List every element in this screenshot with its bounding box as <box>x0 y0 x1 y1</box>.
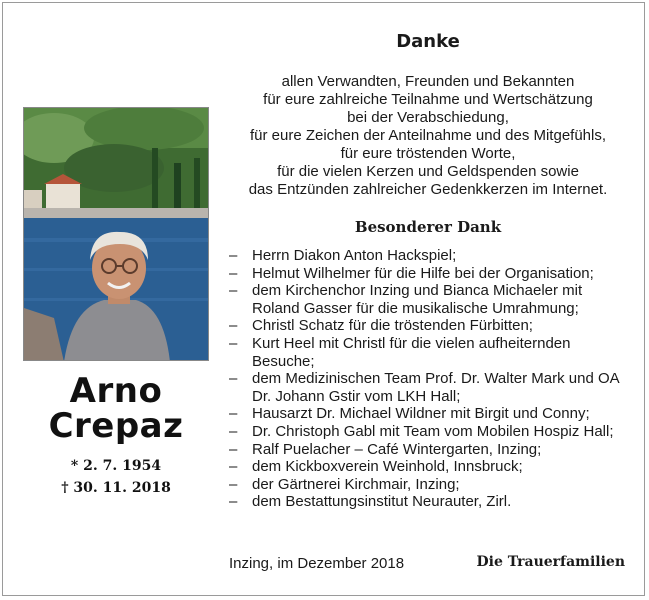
list-item <box>229 247 629 265</box>
list-item-text: Ralf Puelacher – Café Wintergarten, Inzing; <box>252 440 542 458</box>
list-item-text: dem Medizinischen Team Prof. Dr. Walter Mark und OA Dr. Johann Gstir vom LKH Hall; <box>252 370 619 405</box>
list-item <box>229 441 629 459</box>
dash-bullet: – <box>229 282 238 300</box>
list-item <box>229 423 629 441</box>
thanks-line: bei der Verabschiedung, <box>347 109 509 126</box>
list-item <box>229 282 629 317</box>
deceased-last-name: Crepaz <box>48 406 184 446</box>
list-item <box>229 265 629 283</box>
signature: Die Trauerfamilien <box>476 554 625 570</box>
list-item <box>229 476 629 494</box>
dash-bullet: – <box>229 422 238 440</box>
dash-bullet: – <box>229 317 238 335</box>
list-item-text: dem Kickboxverein Weinhold, Innsbruck; <box>252 458 523 476</box>
dash-bullet: – <box>229 334 238 352</box>
list-item-text: Herrn Diakon Anton Hackspiel; <box>252 247 457 264</box>
list-item-text: der Gärtnerei Kirchmair, Inzing; <box>252 475 460 493</box>
list-item-text: dem Bestattungsinstitut Neurauter, Zirl. <box>252 493 512 511</box>
special-thanks-title: Besonderer Dank <box>354 218 502 236</box>
portrait-illustration <box>24 108 209 361</box>
list-item <box>229 370 629 405</box>
list-item-text: Kurt Heel mit Christl für die vielen aufheiternden Besuche; <box>252 334 571 370</box>
dash-bullet: – <box>229 247 238 264</box>
dash-bullet: – <box>229 440 238 458</box>
portrait-photo <box>23 107 209 361</box>
dash-bullet: – <box>229 493 238 511</box>
list-item <box>229 458 629 476</box>
death-date: † 30. 11. 2018 <box>61 480 171 496</box>
thanks-line: für eure tröstenden Worte, <box>340 145 516 162</box>
list-item-text: dem Kirchenchor Inzing und Bianca Michaeler mit Roland Gasser für die musikalische Umrahmung; <box>252 282 583 317</box>
dash-bullet: – <box>229 264 238 282</box>
dash-bullet: – <box>229 458 238 476</box>
list-item <box>229 317 629 335</box>
list-item-text: Christl Schatz für die tröstenden Fürbitten; <box>252 317 533 335</box>
deceased-first-name: Arno <box>69 371 163 411</box>
place-date: Inzing, im Dezember 2018 <box>229 555 405 572</box>
special-thanks-list <box>229 247 629 511</box>
list-item-text: Dr. Christoph Gabl mit Team vom Mobilen Hospiz Hall; <box>252 422 614 440</box>
dash-bullet: – <box>229 475 238 493</box>
thanks-line: für eure Zeichen der Anteilnahme und des Mitgefühls, <box>249 127 607 144</box>
thanks-line: für die vielen Kerzen und Geldspenden sowie <box>277 163 579 180</box>
list-item <box>229 493 629 511</box>
thanks-line: allen Verwandten, Freunden und Bekannten <box>281 73 575 90</box>
list-item-text: Hausarzt Dr. Michael Wildner mit Birgit und Conny; <box>252 405 590 423</box>
dash-bullet: – <box>229 405 238 423</box>
birth-date: * 2. 7. 1954 <box>70 458 162 474</box>
list-item <box>229 405 629 423</box>
thanks-line: für eure zahlreiche Teilnahme und Wertschätzung <box>263 91 593 108</box>
thanks-line: das Entzünden zahlreicher Gedenkkerzen im Internet. <box>248 181 608 198</box>
list-item-text: Helmut Wilhelmer für die Hilfe bei der Organisation; <box>252 264 594 282</box>
list-item <box>229 335 629 370</box>
thanks-paragraph <box>228 73 628 199</box>
notice-title: Danke <box>396 31 460 52</box>
dash-bullet: – <box>229 370 238 388</box>
